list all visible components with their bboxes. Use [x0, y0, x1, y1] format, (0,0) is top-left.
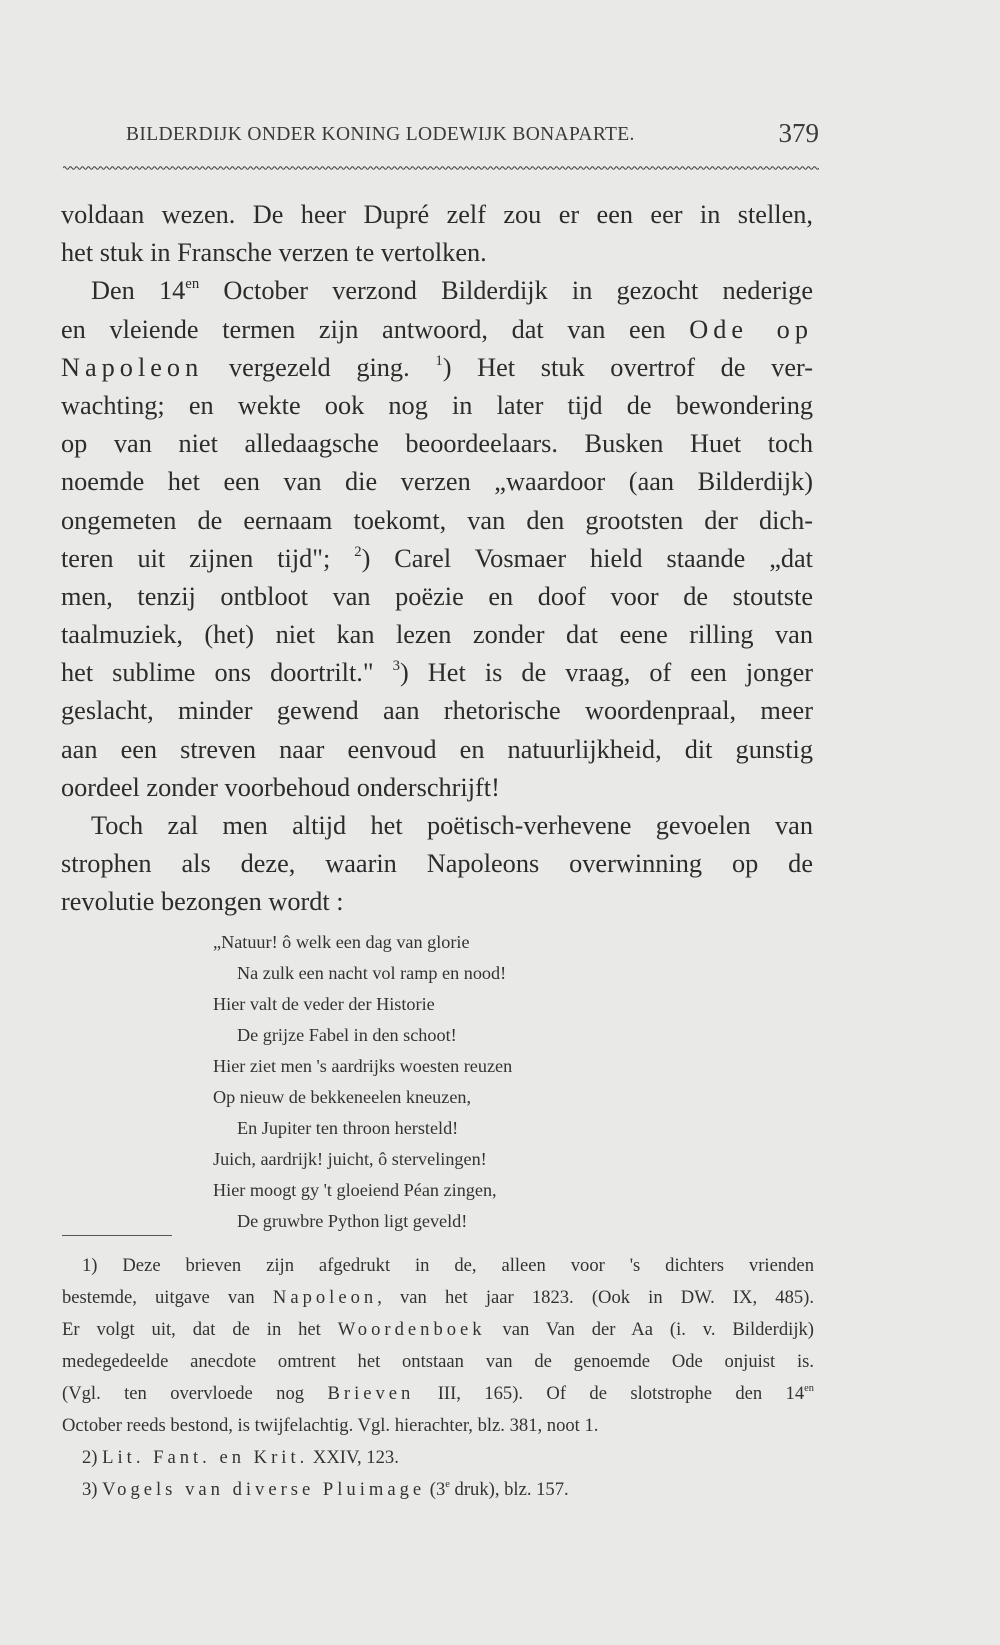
superscript: en: [185, 276, 200, 293]
footnotes: [62, 1250, 814, 1506]
body-text: [61, 196, 813, 922]
text-line: teren uit zijnen tijd"; $^2$) Carel Vosmaer hield staande „dat: [61, 543, 813, 573]
footnote-line: 3) Vogels van diverse Pluimage (3e druk), blz. 157.: [82, 1479, 569, 1500]
spaced-title: Ode op: [689, 314, 813, 344]
verse-line: De grijze Fabel in den schoot!: [237, 1025, 457, 1045]
footnote-ref: 1: [435, 352, 443, 369]
text-line: noemde het een van die verzen „waardoor (aan Bilderdijk): [61, 467, 813, 497]
verse-line: De gruwbre Python ligt geveld!: [237, 1211, 468, 1231]
text-line: voldaan wezen. De heer Dupré zelf zou er een eer in stellen,: [61, 200, 813, 229]
spaced-title: Brieven: [327, 1383, 415, 1404]
footnote-separator: [62, 1235, 172, 1236]
footnote-ref: 3: [392, 658, 400, 675]
footnote-line: 1) Deze brieven zijn afgedrukt in de, alleen voor 's dichters vrienden: [82, 1255, 814, 1276]
text-line: wachting; en wekte ook nog in later tijd de bewondering: [61, 390, 813, 420]
text-line: taalmuziek, (het) niet kan lezen zonder dat eene rilling van: [61, 620, 813, 650]
text-line: Toch zal men altijd het poëtisch-verhevene gevoelen van: [91, 811, 813, 840]
text-line: Napoleon vergezeld ging. $^1$) Het stuk overtrof de ver-: [61, 352, 813, 382]
verse-line: En Jupiter ten throon hersteld!: [237, 1118, 459, 1138]
text-line: strophen als deze, waarin Napoleons overwinning op de: [61, 849, 813, 879]
verse-line: Hier moogt gy 't gloeiend Péan zingen,: [213, 1180, 497, 1200]
verse-line: Hier valt de veder der Historie: [213, 994, 435, 1014]
text-line: oordeel zonder voorbehoud onderschrijft!: [61, 772, 500, 802]
decorative-wavy-rule: [63, 164, 819, 172]
spaced-title: Vogels van diverse Pluimage: [102, 1479, 426, 1500]
footnote-line: October reeds bestond, is twijfelachtig. Vgl. hierachter, blz. 381, noot 1.: [62, 1415, 599, 1436]
spaced-title: Lit. Fant. en Krit.: [102, 1447, 309, 1468]
text-line: aan een streven naar eenvoud en natuurlijkheid, dit gunstig: [61, 734, 813, 764]
footnote-line: (Vgl. ten overvloede nog Brieven III, 165). Of de slotstrophe den $14^{en}$: [62, 1383, 814, 1404]
footnote-ref: 2: [354, 543, 362, 560]
running-title: BILDERDIJK ONDER KONING LODEWIJK BONAPARTE.: [126, 124, 635, 145]
verse-line: „Natuur! ô welk een dag van glorie: [213, 932, 470, 952]
text-line: en vleiende termen zijn antwoord, dat van een Ode op: [61, 314, 813, 344]
poem-quote: [213, 927, 512, 1237]
text-line: men, tenzij ontbloot van poëzie en doof voor de stoutste: [61, 581, 813, 611]
verse-line: Juich, aardrijk! juicht, ô stervelingen!: [213, 1149, 487, 1169]
footnote-line: Er volgt uit, dat de in het Woordenboek van Van der Aa (i. v. Bilderdijk): [62, 1319, 814, 1340]
spaced-title: Napoleon: [61, 352, 204, 382]
superscript: en: [804, 1383, 814, 1395]
verse-line: Na zulk een nacht vol ramp en nood!: [237, 963, 507, 983]
superscript: e: [445, 1479, 450, 1491]
text-line: geslacht, minder gewend aan rhetorische woordenpraal, meer: [61, 696, 813, 726]
text-line: het stuk in Fransche verzen te vertolken.: [61, 238, 487, 268]
page-header: [63, 120, 819, 160]
footnote-line: bestemde, uitgave van Napoleon, van het jaar 1823. (Ook in DW. IX, 485).: [62, 1287, 815, 1308]
spaced-title: Napoleon: [272, 1287, 378, 1308]
verse-line: Hier ziet men 's aardrijks woesten reuzen: [213, 1056, 513, 1076]
text-line: ongemeten de eernaam toekomt, van den grootsten der dich-: [61, 505, 813, 535]
page-number: 379: [778, 118, 819, 148]
text-line: Den $14^{en}$ October verzond Bilderdijk in gezocht nederige: [91, 276, 813, 306]
text-line: het sublime ons doortrilt." $^3$) Het is de vraag, of een jonger: [61, 658, 814, 688]
text-line: revolutie bezongen wordt :: [61, 887, 344, 917]
footnote-line: 2) Lit. Fant. en Krit. XXIV, 123.: [82, 1447, 399, 1468]
spaced-title: Woordenboek: [337, 1319, 486, 1340]
footnote-line: medegedeelde anecdote omtrent het ontstaan van de genoemde Ode onjuist is.: [62, 1351, 814, 1372]
text-line: op van niet alledaagsche beoordeelaars. Busken Huet toch: [61, 429, 813, 459]
verse-line: Op nieuw de bekkeneelen kneuzen,: [213, 1087, 472, 1107]
